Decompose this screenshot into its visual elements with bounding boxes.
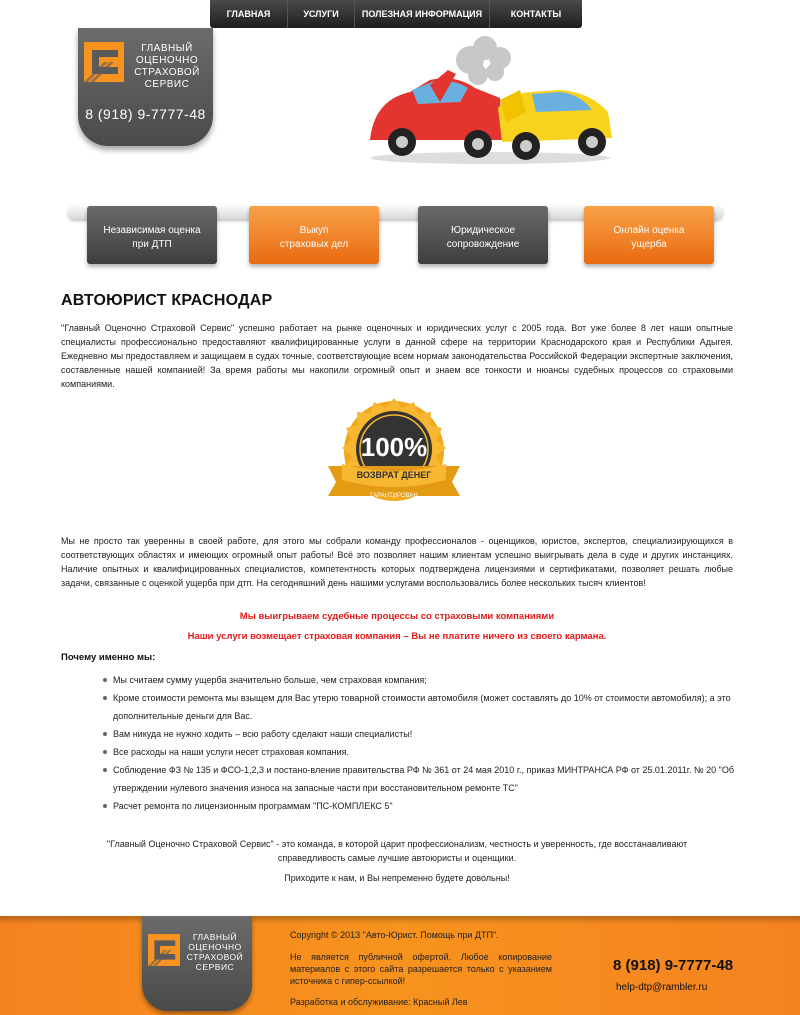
service-label: страховых дел [279, 239, 349, 250]
footer-copyright: Copyright © 2013 "Авто-Юрист. Помощь при ДТП". [290, 930, 499, 940]
logo-mark-icon [148, 934, 180, 966]
why-us-list [103, 671, 743, 815]
footer-email[interactable]: help-dtp@rambler.ru [616, 982, 708, 993]
closing-statement: "Главный Оценочно Страховой Сервис" - это команда, в которой царит профессионализм, честность и уверенность, где восстанавливают справедливость самые лучшие автоюристы и оценщики. [106, 839, 688, 863]
footer-disclaimer: Не является публичной офертой. Любое копирование материалов с этого сайта разрешается только с указанием источника с гипер-ссылкой! [290, 952, 552, 986]
footer-logo[interactable] [142, 916, 252, 1011]
badge-small-text: ГАРАНТИРОВАН [370, 493, 418, 499]
list-item: Все расходы на наши услуги несет страховая компания. [103, 743, 743, 761]
car-crash-illustration [360, 30, 625, 168]
list-item: Вам никуда не нужно ходить – всю работу сделают наши специалисты! [103, 725, 743, 743]
footer-shadow [0, 916, 800, 924]
top-navigation [210, 0, 582, 28]
footer-developer: Разработка и обслуживание: Красный Лев [290, 997, 468, 1007]
logo-text [182, 932, 248, 972]
intro-paragraph: "Главный Оценочно Страховой Сервис" успешно работает на рынке оценочных и юридических услуг с 2005 года. Вот уже более 8 лет наши опытные специалисты профессионально предоставляют квалифицированные услуги в данной сфере на территории Краснодарского края и Республики Адыгея. Ежедневно мы предоставляем и защищаем в судах точные, соответствующие всем нормам законодательства Российской Федерации экспертные заключения, составленные нашей компанией! За время работы мы накопили огромный опыт и знаем все тонкости и нюансы судебных процессов со страховыми компаниями. [61, 323, 733, 389]
logo-line: ГЛАВНЫЙ [192, 932, 238, 942]
logo-line: ГЛАВНЫЙ [141, 43, 193, 54]
badge-percent: 100% [360, 432, 428, 462]
header-logo[interactable] [78, 28, 213, 146]
closing-invitation: Приходите к нам, и Вы непременно будете довольны! [284, 873, 510, 883]
logo-line: СТРАХОВОЙ [186, 952, 244, 962]
service-label: при ДТП [132, 239, 172, 250]
list-item: Мы считаем сумму ущерба значительно больше, чем страховая компания; [103, 671, 743, 689]
nav-home[interactable]: ГЛАВНАЯ [210, 0, 288, 28]
page-title: АВТОЮРИСТ КРАСНОДАР [61, 292, 273, 309]
logo-mark-icon [84, 42, 124, 82]
why-us-title: Почему именно мы: [61, 652, 156, 663]
nav-contacts[interactable]: КОНТАКТЫ [510, 9, 562, 19]
service-label: Юридическое [450, 225, 516, 236]
service-buyout[interactable] [249, 206, 379, 264]
footer-phone[interactable]: 8 (918) 9-7777-48 [613, 957, 734, 974]
service-label: Независимая оценка [103, 225, 201, 236]
service-label: Онлайн оценка [613, 225, 685, 236]
nav-services[interactable]: УСЛУГИ [288, 0, 355, 28]
service-label: сопровождение [446, 239, 520, 250]
highlight-courts: Мы выигрываем судебные процессы со страховыми компаниями [239, 611, 555, 622]
service-label: Выкуп [299, 225, 329, 236]
nav-useful-info[interactable]: ПОЛЕЗНАЯ ИНФОРМАЦИЯ [355, 0, 490, 28]
highlight-insurance: Наши услуги возмещает страховая компания – Вы не платите ничего из своего кармана. [187, 631, 607, 642]
list-item: Расчет ремонта по лицензионным программам "ПС-КОМПЛЕКС 5" [103, 797, 743, 815]
list-item: Кроме стоимости ремонта мы взыщем для Вас утерю товарной стоимости автомобиля (может составлять до 10% от стоимости автомобиля); а это дополнительные деньги для Вас. [103, 689, 743, 725]
logo-line: ОЦЕНОЧНО [135, 55, 199, 66]
service-label: ущерба [631, 239, 667, 250]
service-independent-assessment[interactable] [87, 206, 217, 264]
money-back-guarantee-badge [314, 396, 474, 526]
service-legal-support[interactable] [418, 206, 548, 264]
logo-line: СЕРВИС [195, 962, 235, 972]
service-online-assessment[interactable] [584, 206, 714, 264]
team-paragraph: Мы не просто так уверенны в своей работе, для этого мы собрали команду профессионалов - оценщиков, юристов, экспертов, специализирующихся в соответствующих областях и имеющих огромный опыт работы! Всё это позволяет нашим клиентам успешно выигрывать дела в суде и других инстанциях. Наличие опытных и квалифицированных специалистов, компетентность которых подтверждена лицензиями и сертификатами, позволяет решать любые задачи, связанные с оценкой ущерба при дтп. На сегодняшний день нашими услугами воспользовались более нескольких тысяч клиентов! [61, 536, 733, 588]
list-item: Соблюдение ФЗ № 135 и ФСО-1,2,3 и постано-вление правительства РФ № 361 от 24 мая 2010 г., приказ МИНТРАНСА РФ от 25.01.2011г. № 20 "Об утверждении нулевого значения износа на запасные части при восстановительном ремонте ТС" [103, 761, 743, 797]
logo-line: СТРАХОВОЙ [134, 67, 200, 78]
logo-line: ОЦЕНОЧНО [188, 942, 242, 952]
logo-line: СЕРВИС [144, 79, 190, 90]
header-phone: 8 (918) 9-7777-48 [85, 106, 206, 122]
badge-ribbon-text: ВОЗВРАТ ДЕНЕГ [356, 470, 432, 480]
logo-text [128, 43, 206, 91]
